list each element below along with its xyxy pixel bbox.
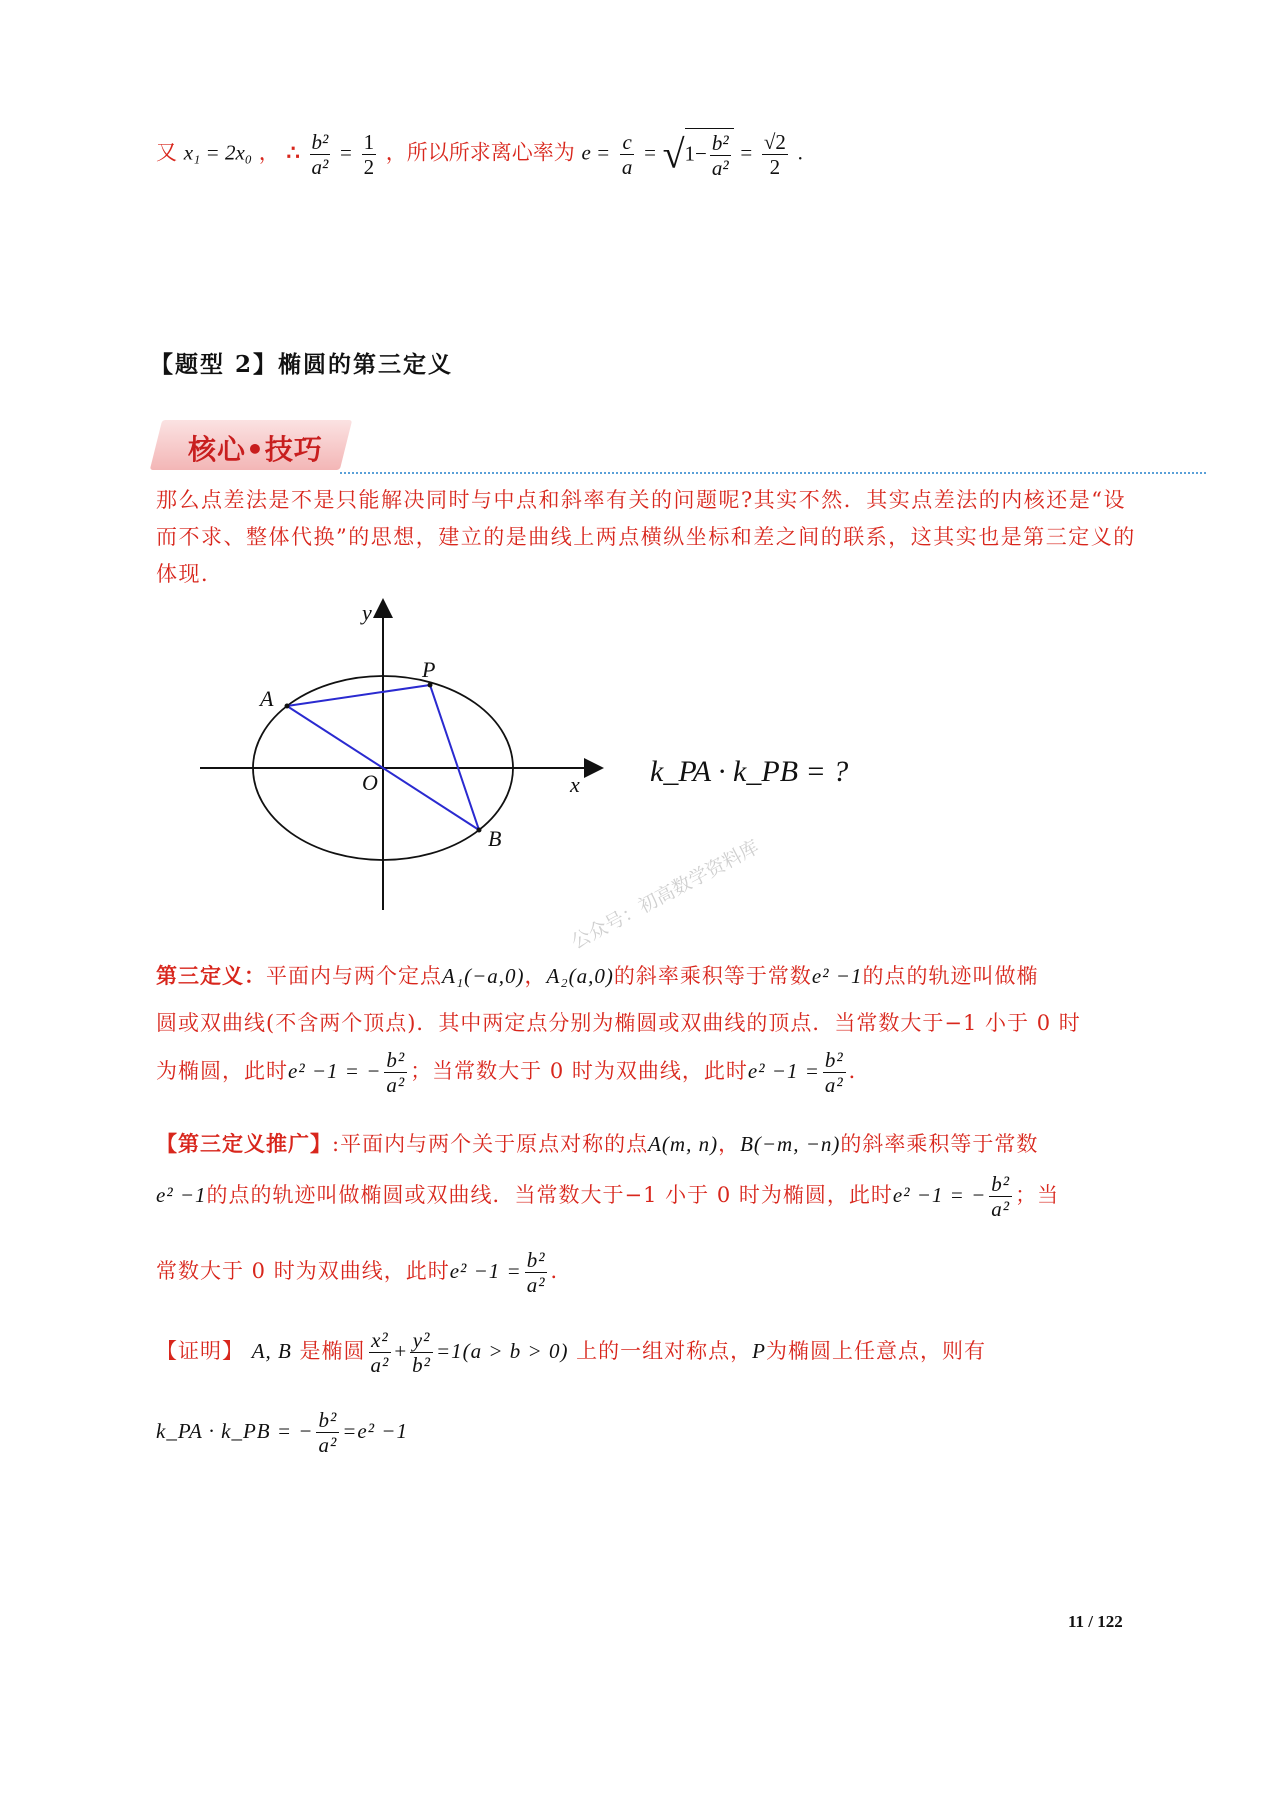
dotted-divider: [340, 472, 1206, 474]
segment-pb: [430, 685, 479, 830]
slope-product-question: k_PA · k_PB = ?: [650, 755, 849, 788]
fraction-c-a: $\frac{c}{a}$: [621, 129, 633, 179]
watermark: 公众号：初高数学资料库: [567, 836, 763, 954]
third-def-line-3: 为椭圆，此时e² −1 = − $\frac{\text{b²}}{\text{a²}}$ ；当常数大于 0 时为双曲线，此时e² −1 = $\frac{\text{b²}}{\text{a²}}$ ．: [156, 1048, 871, 1098]
segment-pa: [287, 685, 430, 706]
proof-line-1: 【证明】 A, B 是椭圆 $\frac{\text{x²}}{\text{a²}}$ + $\frac{\text{y²}}{\text{b²}}$ =1(a > b > 0) 上的一组对称点，P为椭圆上任意点，则有: [156, 1328, 986, 1378]
point-a-label: A: [260, 686, 274, 711]
fraction-one-half: $\frac{1}{2}$: [363, 129, 375, 179]
generalization-line-3: 常数大于 0 时为双曲线，此时e² −1 = $\frac{\text{b²}}{\text{a²}}$ ．: [156, 1248, 573, 1298]
y-axis-label: y: [362, 600, 372, 625]
therefore-symbol: ∴: [286, 139, 300, 165]
origin-label: O: [362, 770, 378, 795]
ellipse-figure: [190, 590, 610, 920]
intro-paragraph: 那么点差法是不是只能解决同时与中点和斜率有关的问题呢?其实不然．其实点差法的内核还是“设而不求、整体代换”的思想，建立的是曲线上两点横纵坐标和差之间的联系，这其实也是第三定义的体现．: [156, 488, 1136, 586]
header-relation: x₁ = 2x₀: [183, 140, 253, 165]
third-def-line-1: 第三定义：平面内与两个定点A₁(−a,0)，A₂(a,0)的斜率乘积等于常数e² −1的点的轨迹叫做椭: [156, 963, 1039, 988]
proof-result: k_PA · k_PB = − $\frac{\text{b²}}{\text{a²}}$ =e² −1: [156, 1408, 408, 1458]
sqrt-expression: √1− $\frac{\text{b²}}{\text{a²}}$: [663, 128, 734, 180]
header-prefix: 又: [156, 140, 177, 165]
header-equation-line: 又 x₁ = 2x₀ ， ∴ $\frac{\text{b²}}{\text{a²}}$ = $\frac{1}{2}$ ，所以所求离心率为 e = $\frac{c}{a}$ = √1− $\frac{\text{b²}}{\text{a²}}$ = $\frac{√2}{2}$ .: [156, 129, 803, 181]
generalization-line-1: 【第三定义推广】:平面内与两个关于原点对称的点A(m, n)，B(−m, −n)的斜率乘积等于常数: [156, 1131, 1039, 1156]
x-axis-label: x: [570, 772, 580, 797]
point-b-label: B: [488, 826, 502, 851]
fraction-sqrt2-2: $\frac{√2}{2}$: [763, 129, 786, 179]
third-def-line-2: 圆或双曲线(不含两个顶点)．其中两定点分别为椭圆或双曲线的顶点．当常数大于−1 小于 0 时: [156, 1011, 1081, 1035]
e-equals: e =: [581, 140, 611, 165]
page-number: 11 / 122: [1068, 1612, 1123, 1631]
fraction-b2-a2: $\frac{\text{b²}}{\text{a²}}$: [311, 129, 329, 179]
point-p-label: P: [422, 657, 436, 682]
section-title: 【题型 2】椭圆的第三定义: [150, 351, 454, 378]
badge-label: 核心•技巧: [188, 433, 323, 466]
generalization-line-2: e² −1的点的轨迹叫做椭圆或双曲线．当常数大于−1 小于 0 时为椭圆，此时e² −1 = − $\frac{\text{b²}}{\text{a²}}$ ；当: [156, 1172, 1060, 1222]
header-text: ，所以所求离心率为: [385, 140, 575, 165]
